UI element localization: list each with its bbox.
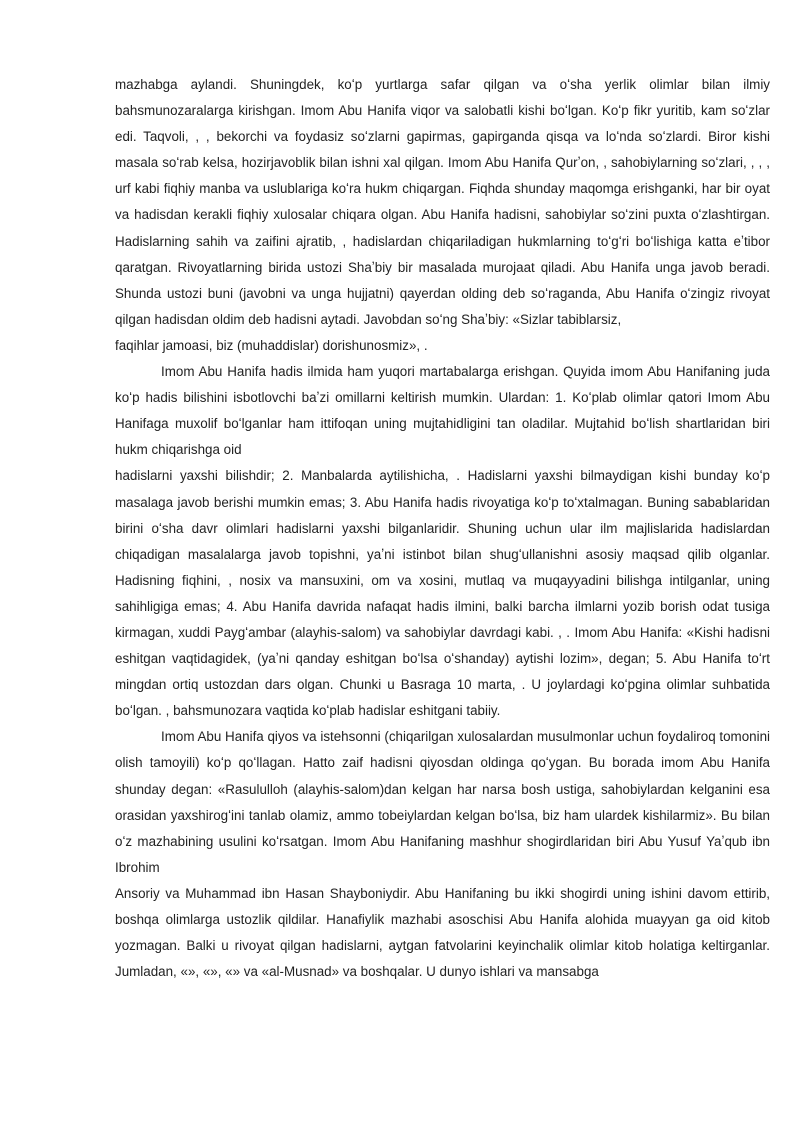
paragraph-3: Imom Abu Hanifa hadis ilmida ham yuqori martabalarga erishgan. Quyida imom Abu Hanifaning juda koʻp hadis bilishini isbotlovchi baʼzi omillarni keltirish mumkin. Ulardan: 1. Koʻplab olimlar qatori Imom Abu Hanifaga muxolif boʻlganlar ham ittifoqan uning mujtahidligini tan oladilar. Mujtahid boʻlish shartlaridan biri hukm chiqarishga oid bbox=[115, 364, 770, 458]
paragraph-6: Ansoriy va Muhammad ibn Hasan Shayboniydir. Abu Hanifaning bu ikki shogirdi uning ishini davom ettirib, boshqa olimlarga ustozlik qildilar. Hanafiylik mazhabi asoschisi Abu Hanifa alohida muayyan ga oid kitob yozmagan. Balki u rivoyat qilgan hadislarni, aytgan fatvolarini keyinchalik olimlar kitob holatiga keltirganlar. Jumladan, «», «», «» va «al-Musnad» va boshqalar. U dunyo ishlari va mansabga bbox=[115, 885, 770, 980]
paragraph-5: Imom Abu Hanifa qiyos va istehsonni (chiqarilgan xulosalardan musulmonlar uchun foydaliroq tomonini olish tamoyili) koʻp qoʻllagan. Hatto zaif hadisni qiyosdan oldinga qoʻygan. Bu borada imom Abu Hanifa shunday degan: «Rasululloh (alayhis-salom)dan kelgan har narsa bosh ustiga, sahobiylardan kelganini esa orasidan yaxshirogʻini tanlab olamiz, ammo tobeiylardan kelgan boʻlsa, biz ham ulardek kishilarmiz». Bu bilan oʻz mazhabining usulini koʻrsatgan. Imom Abu Hanifaning mashhur shogirdlaridan biri Abu Yusuf Yaʼqub ibn Ibrohim bbox=[115, 729, 770, 875]
paragraph-2: faqihlar jamoasi, biz (muhaddislar) dorishunosmiz», . bbox=[115, 337, 428, 353]
document-page bbox=[115, 72, 770, 985]
paragraph-4: hadislarni yaxshi bilishdir; 2. Manbalarda aytilishicha, . Hadislarni yaxshi bilmaydigan kishi bunday koʻp masalaga javob berishi mumkin emas; 3. Abu Hanifa hadis rivoyatiga koʻp toʻxtalmagan. Buning sabablaridan birini oʻsha davr olimlari hadislarni yaxshi bilganlaridir. Shuning uchun ular ilm majlislarida hadislardan chiqadigan masalalarga javob topishni, yaʼni istinbot bilan shugʻullanishni asosiy maqsad qilib olganlar. Hadisning fiqhini, , nosix va mansuxini, om va xosini, mutlaq va muqayyadini bilishga intilganlar, uning sahihligiga emas; 4. Abu Hanifa davrida nafaqat hadis ilmini, balki barcha ilmlarni yozib borish odat tusiga kirmagan, xuddi Paygʻambar (alayhis-salom) va sahobiylar davrdagi kabi. , . Imom Abu Hanifa: «Kishi hadisni eshitgan vaqtidagidek, (yaʼni qanday eshitgan boʻlsa oʻshanday) aytishi lozim», degan; 5. Abu Hanifa toʻrt mingdan ortiq ustozdan dars olgan. Chunki u Basraga 10 marta, . U joylardagi koʻpgina olimlar suhbatida boʻlgan. , bahsmunozara vaqtida koʻplab hadislar eshitgani tabiiy. bbox=[115, 468, 770, 719]
paragraph-1: mazhabga aylandi. Shuningdek, koʻp yurtlarga safar qilgan va oʻsha yerlik olimlar bilan ilmiy bahsmunozaralarga kirishgan. Imom Abu Hanifa viqor va salobatli kishi boʻlgan. Koʻp fikr yuritib, kam soʻzlar edi. Taqvoli, , , bekorchi va foydasiz soʻzlarni gapirmas, gapirganda qisqa va loʻnda soʻzlardi. Biror kishi masala soʻrab kelsa, hozirjavoblik bilan ishni xal qilgan. Imom Abu Hanifa Qurʼon, , sahobiylarning soʻzlari, , , , urf kabi fiqhiy manba va uslublariga koʻra hukm chiqargan. Fiqhda shunday maqomga erishganki, har bir oyat va hadisdan kerakli fiqhiy xulosalar chiqara olgan. Abu Hanifa hadisni, sahobiylar soʻzini puxta oʻzlashtirgan. Hadislarning sahih va zaifini ajratib, , hadislardan chiqariladigan hukmlarning toʻgʻri boʻlishiga katta eʼtibor qaratgan. Rivoyatlarning birida ustozi Shaʼbiy bir masalada murojaat qiladi. Abu Hanifa unga javob beradi. Shunda ustozi buni (javobni va unga hujjatni) qayerdan olding deb soʻraganda, Abu Hanifa oʻzingiz rivoyat qilgan hadisdan oldim deb hadisni aytadi. Javobdan soʻng Shaʼbiy: «Sizlar tabiblarsiz, bbox=[115, 77, 770, 327]
